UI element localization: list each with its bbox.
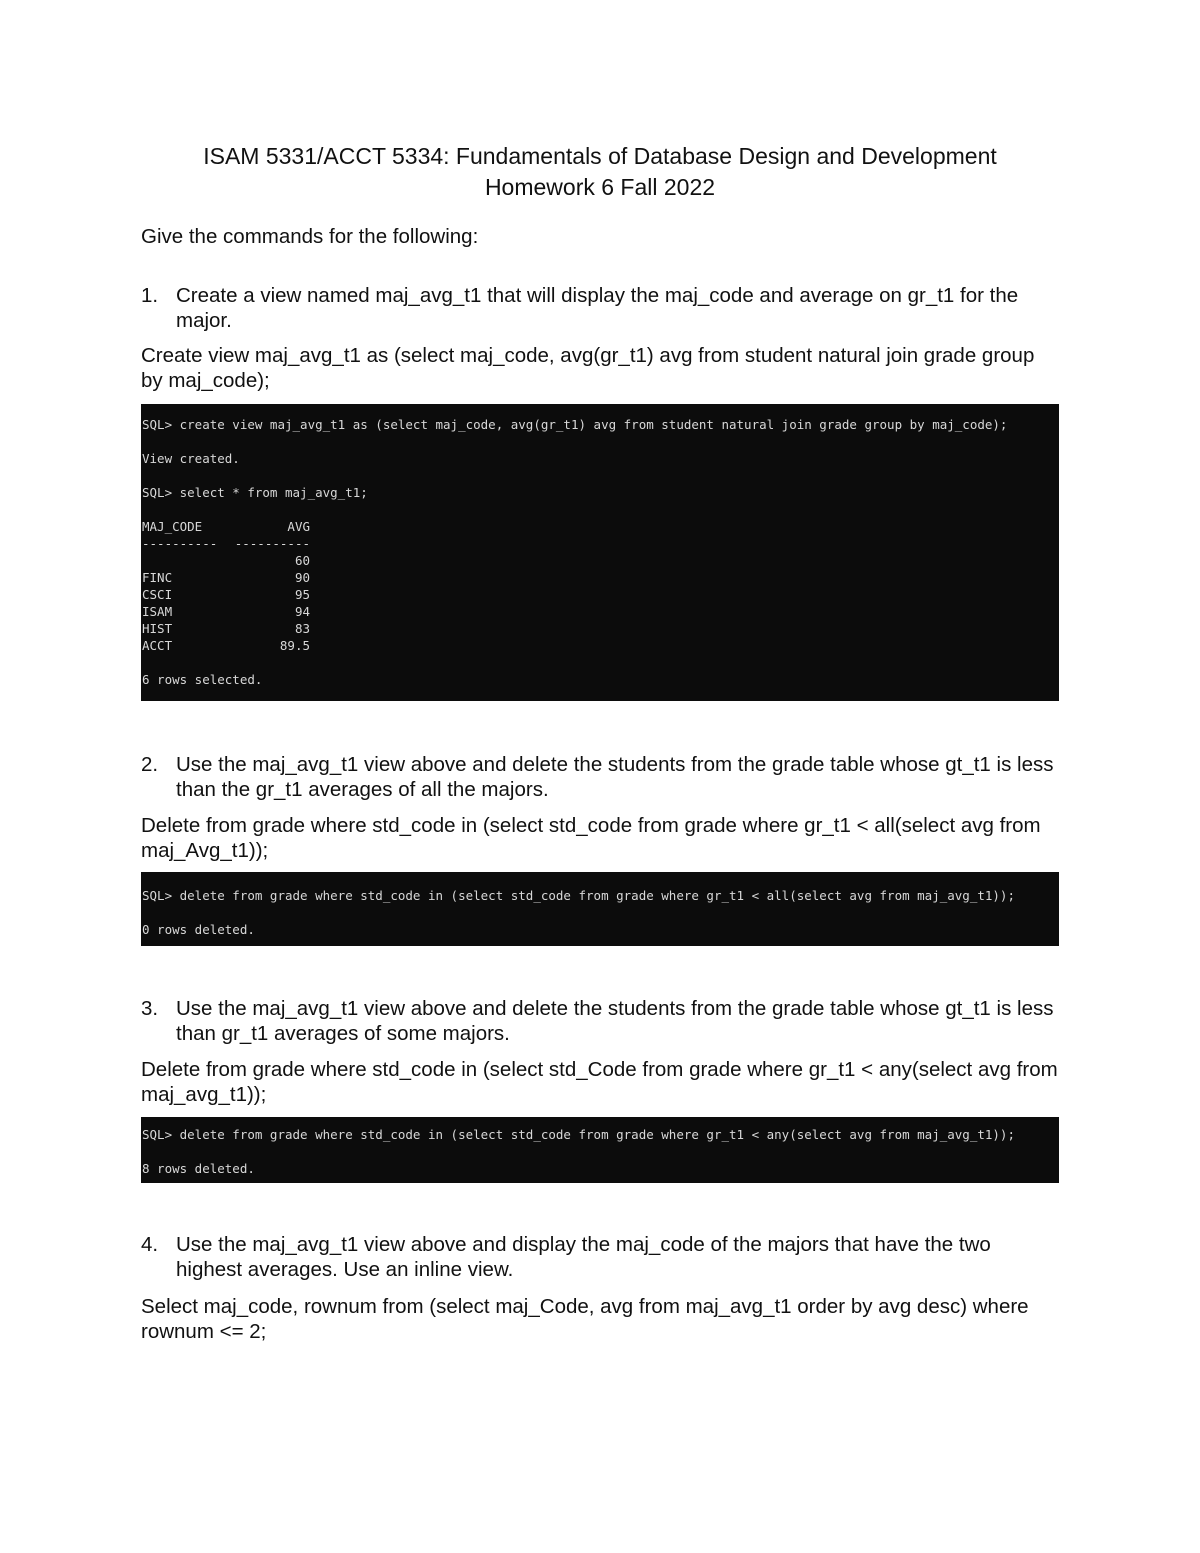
table-cell: 90 (294, 570, 310, 585)
question-number: 4. (141, 1233, 159, 1256)
column-separator: ---------- (234, 536, 310, 551)
console-footer: 6 rows selected. (142, 672, 263, 687)
question-text: Create a view named maj_avg_t1 that will display the maj_code and average on gr_t1 for the major. (176, 284, 1019, 332)
question-text: Use the maj_avg_t1 view above and delete the students from the grade table whose gt_t1 is less than gr_t1 averages of some majors. (176, 997, 1054, 1045)
table-row (142, 637, 310, 654)
table-cell: 60 (294, 553, 310, 568)
sql-console-screenshot-3 (141, 1117, 1059, 1183)
table-separator-row (142, 535, 310, 552)
intro-text: Give the commands for the following: (141, 225, 479, 248)
table-cell: 89.5 (279, 638, 310, 653)
answer-1: Create view maj_avg_t1 as (select maj_code, avg(gr_t1) avg from student natural join grade group by maj_code); (141, 344, 1035, 392)
table-cell: FINC (142, 570, 173, 585)
question-text: Use the maj_avg_t1 view above and display the maj_code of the majors that have the two highest averages. Use an inline view. (176, 1233, 991, 1281)
table-row (142, 552, 310, 569)
query-result-table (142, 518, 310, 654)
table-row (142, 586, 310, 603)
question-number: 3. (141, 997, 159, 1020)
console-command: SQL> create view maj_avg_t1 as (select maj_code, avg(gr_t1) avg from student natural join grade group by maj_code); (142, 417, 1008, 432)
table-cell: 95 (294, 587, 310, 602)
answer-4: Select maj_code, rownum from (select maj_Code, avg from maj_avg_t1 order by avg desc) where rownum <= 2; (141, 1295, 1029, 1343)
table-cell: HIST (142, 621, 173, 636)
question-number: 1. (141, 284, 159, 307)
console-command: SQL> select * from maj_avg_t1; (142, 485, 368, 500)
sql-console-screenshot-1 (141, 404, 1059, 701)
table-cell: CSCI (142, 587, 173, 602)
table-cell: ACCT (142, 638, 173, 653)
table-cell: 94 (294, 604, 310, 619)
answer-2: Delete from grade where std_code in (select std_code from grade where gr_t1 < all(select avg from maj_Avg_t1)); (141, 814, 1041, 862)
table-header-row (142, 518, 310, 535)
answer-3: Delete from grade where std_code in (select std_Code from grade where gr_t1 < any(select avg from maj_avg_t1)); (141, 1058, 1058, 1106)
title-line-2: Homework 6 Fall 2022 (484, 174, 716, 200)
title-line-1: ISAM 5331/ACCT 5334: Fundamentals of Database Design and Development (203, 143, 997, 169)
question-number: 2. (141, 753, 159, 776)
table-cell: ISAM (142, 604, 173, 619)
column-separator: ---------- (142, 536, 218, 551)
table-cell: 83 (294, 621, 310, 636)
sql-console-screenshot-2 (141, 872, 1059, 946)
console-result: 0 rows deleted. (142, 922, 255, 937)
column-header: AVG (287, 519, 310, 534)
question-text: Use the maj_avg_t1 view above and delete the students from the grade table whose gt_t1 is less than the gr_t1 averages of all the majors. (176, 753, 1054, 801)
column-header: MAJ_CODE (142, 519, 203, 534)
console-command: SQL> delete from grade where std_code in (select std_code from grade where gr_t1 < any(select avg from maj_avg_t1)); (142, 1127, 1015, 1142)
table-row (142, 569, 310, 586)
console-result: 8 rows deleted. (142, 1161, 255, 1176)
table-cell (142, 552, 230, 569)
table-row (142, 603, 310, 620)
console-result: View created. (142, 451, 240, 466)
console-command: SQL> delete from grade where std_code in (select std_code from grade where gr_t1 < all(select avg from maj_avg_t1)); (142, 888, 1015, 903)
table-row (142, 620, 310, 637)
